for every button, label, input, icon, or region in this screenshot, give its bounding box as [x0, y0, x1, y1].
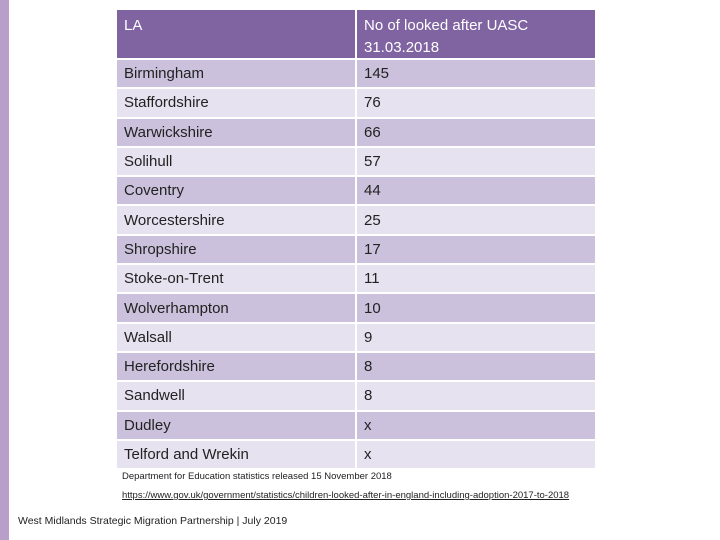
cell-la: Stoke-on-Trent [116, 264, 356, 293]
cell-count: 11 [356, 264, 596, 293]
cell-la: Worcestershire [116, 205, 356, 234]
uasc-table [116, 9, 596, 469]
cell-count: 8 [356, 352, 596, 381]
cell-la: Dudley [116, 411, 356, 440]
table-row [116, 293, 596, 322]
cell-la: Shropshire [116, 235, 356, 264]
cell-count: 8 [356, 381, 596, 410]
table-row [116, 323, 596, 352]
cell-la: Walsall [116, 323, 356, 352]
cell-count: 44 [356, 176, 596, 205]
table-row [116, 147, 596, 176]
cell-la: Sandwell [116, 381, 356, 410]
footer-text: West Midlands Strategic Migration Partnership | July 2019 [18, 515, 288, 527]
cell-la: Solihull [116, 147, 356, 176]
table-row [116, 352, 596, 381]
table-row [116, 88, 596, 117]
cell-la: Warwickshire [116, 118, 356, 147]
cell-count: 25 [356, 205, 596, 234]
cell-la: Herefordshire [116, 352, 356, 381]
table-row [116, 118, 596, 147]
cell-count: 9 [356, 323, 596, 352]
header-la: LA [116, 9, 356, 59]
table-row [116, 411, 596, 440]
table-row [116, 59, 596, 88]
table-row [116, 381, 596, 410]
table-header-row [116, 9, 596, 59]
cell-la: Coventry [116, 176, 356, 205]
cell-count: x [356, 440, 596, 469]
header-count: No of looked after UASC 31.03.2018 [356, 9, 596, 59]
table-body [116, 59, 596, 469]
table-row [116, 176, 596, 205]
table-row [116, 205, 596, 234]
cell-count: 17 [356, 235, 596, 264]
cell-count: 10 [356, 293, 596, 322]
cell-la: Wolverhampton [116, 293, 356, 322]
cell-la: Birmingham [116, 59, 356, 88]
cell-count: 76 [356, 88, 596, 117]
table-row [116, 235, 596, 264]
table-row [116, 440, 596, 469]
cell-la: Staffordshire [116, 88, 356, 117]
cell-count: 66 [356, 118, 596, 147]
cell-count: 57 [356, 147, 596, 176]
cell-count: x [356, 411, 596, 440]
cell-count: 145 [356, 59, 596, 88]
cell-la: Telford and Wrekin [116, 440, 356, 469]
source-note: Department for Education statistics released 15 November 2018 [122, 471, 392, 482]
left-accent-bar [0, 0, 9, 540]
source-link[interactable]: https://www.gov.uk/government/statistics/children-looked-after-in-england-including-adoption-2017-to-2018 [122, 490, 570, 501]
table-row [116, 264, 596, 293]
